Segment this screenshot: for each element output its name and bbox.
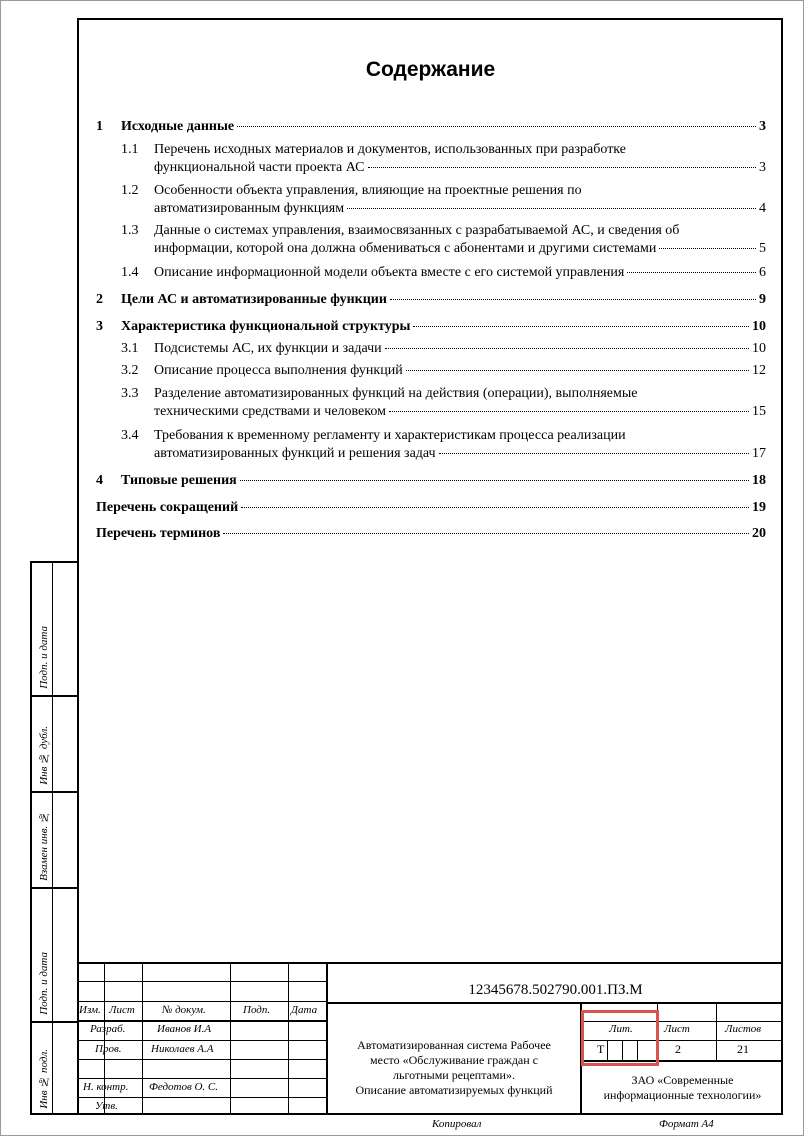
- dot-leader: [627, 272, 756, 273]
- toc-entry-page: 18: [752, 473, 766, 488]
- page-title: Содержание: [365, 58, 496, 81]
- dot-leader: [659, 248, 756, 249]
- toc-entry-page: 3: [759, 160, 766, 175]
- role-checker: Пров.: [95, 1043, 122, 1055]
- toc-entry-number: 4: [96, 473, 103, 488]
- toc-entry-page: 9: [759, 292, 766, 307]
- toc-entry-text: Данные о системах управления, взаимосвязанных с разрабатываемой АС, и сведения об: [154, 223, 680, 238]
- side-stamp: [30, 561, 78, 1115]
- dot-leader: [223, 533, 749, 534]
- toc-entry-text: Характеристика функциональной структуры: [121, 319, 411, 334]
- side-cell-orig-inv: Инв № подл.: [38, 1049, 50, 1109]
- header-sign: Подп.: [243, 1004, 271, 1016]
- name-developer: Иванов И.А: [157, 1023, 212, 1035]
- toc-entry-text: Перечень терминов: [96, 526, 221, 541]
- copied-label: Копировал: [432, 1118, 482, 1130]
- toc-entry-text: Подсистемы АС, их функции и задачи: [154, 341, 382, 356]
- toc-entry-page: 20: [752, 526, 766, 541]
- toc-entry-page: 12: [752, 363, 766, 378]
- side-cell-dup-inv: Инв № дубл.: [32, 697, 78, 793]
- dot-leader: [389, 411, 749, 412]
- lit-value: Т: [597, 1042, 605, 1056]
- format-label: Формат А4: [659, 1118, 714, 1130]
- toc-entry-number: 3: [96, 319, 103, 334]
- sheets-label: Листов: [725, 1023, 762, 1035]
- toc-entry-text: Описание процесса выполнения функций: [154, 363, 403, 378]
- toc-entry-text: техническими средствами и человеком: [154, 404, 386, 419]
- toc-entry-page: 17: [752, 446, 766, 461]
- toc-entry-number: 3.2: [121, 363, 139, 378]
- dot-leader: [390, 299, 756, 300]
- toc-entry-number: 1: [96, 119, 103, 134]
- toc-entry-text: информации, которой она должна обмениваться с абонентами и другими системами: [154, 241, 657, 256]
- sheet-value: 2: [675, 1042, 681, 1056]
- header-izm: Изм.: [79, 1004, 101, 1016]
- header-doc-no: № докум.: [162, 1004, 206, 1016]
- toc-entry-text: Разделение автоматизированных функций на действия (операции), выполняемые: [154, 386, 638, 401]
- role-approve: Утв.: [95, 1100, 118, 1112]
- toc-entry-text: Требования к временному регламенту и характеристикам процесса реализации: [154, 428, 626, 443]
- name-checker: Николаев А.А: [151, 1043, 214, 1055]
- toc-entry-text: Особенности объекта управления, влияющие на проектные решения по: [154, 183, 582, 198]
- document-code: 12345678.502790.001.ПЗ.М: [468, 982, 643, 998]
- organization: ЗАО «Современные информационные технологии»: [603, 1073, 762, 1102]
- highlight-box: [581, 1010, 659, 1066]
- side-cell-sign-date-1: Подп. и дата: [32, 563, 78, 697]
- role-norm-control: Н. контр.: [83, 1081, 129, 1093]
- toc-entry-text: функциональной части проекта АС: [154, 160, 365, 175]
- title-block: [77, 962, 783, 1115]
- header-date: Дата: [291, 1004, 318, 1016]
- toc-entry-number: 3.3: [121, 386, 139, 401]
- dot-leader: [406, 370, 749, 371]
- toc-entry-text: автоматизированных функций и решения задач: [154, 446, 436, 461]
- toc-entry-number: 1.1: [121, 142, 139, 157]
- toc-entry-number: 1.4: [121, 265, 139, 280]
- toc-entry-text: Перечень сокращений: [96, 500, 239, 515]
- document-title: Автоматизированная система Рабочее место «Обслуживание граждан с льготными рецептами». Описание автоматизируемых функций: [355, 1038, 553, 1097]
- toc-entry-number: 3.1: [121, 341, 139, 356]
- toc-entry-text: автоматизированным функциям: [154, 201, 345, 216]
- dot-leader: [237, 126, 756, 127]
- side-cell-replace-inv: Взамен инв. №: [32, 793, 78, 889]
- dot-leader: [241, 507, 749, 508]
- dot-leader: [368, 167, 756, 168]
- toc-entry-number: 3.4: [121, 428, 139, 443]
- sheets-value: 21: [737, 1042, 749, 1056]
- sheet-label: Лист: [664, 1023, 690, 1035]
- dot-leader: [439, 453, 749, 454]
- toc-entry-page: 4: [759, 201, 766, 216]
- toc-entry-page: 10: [752, 341, 766, 356]
- toc-entry-page: 6: [759, 265, 766, 280]
- toc-entry-page: 19: [752, 500, 766, 515]
- toc-entry-text: Цели АС и автоматизированные функции: [121, 292, 387, 307]
- dot-leader: [347, 208, 756, 209]
- dot-leader: [413, 326, 749, 327]
- dot-leader: [240, 480, 749, 481]
- toc-entry-text: Исходные данные: [121, 119, 235, 134]
- toc-entry-page: 5: [759, 241, 766, 256]
- lit-label: Лит.: [609, 1023, 633, 1035]
- toc-entry-text: Перечень исходных материалов и документов, использованных при разработке: [154, 142, 626, 157]
- toc-entry-page: 3: [759, 119, 766, 134]
- toc-entry-page: 10: [752, 319, 766, 334]
- toc-entry-number: 2: [96, 292, 103, 307]
- toc-entry-number: 1.3: [121, 223, 139, 238]
- toc-entry-text: Типовые решения: [121, 473, 237, 488]
- toc-entry-text: Описание информационной модели объекта вместе с его системой управления: [154, 265, 625, 280]
- name-norm-control: Федотов О. С.: [149, 1081, 219, 1093]
- role-developer: Разраб.: [90, 1023, 126, 1035]
- header-list: Лист: [109, 1004, 135, 1016]
- toc-entry-page: 15: [752, 404, 766, 419]
- side-cell-sign-date-2: Подп. и дата: [32, 889, 78, 1023]
- dot-leader: [385, 348, 749, 349]
- toc-entry-number: 1.2: [121, 183, 139, 198]
